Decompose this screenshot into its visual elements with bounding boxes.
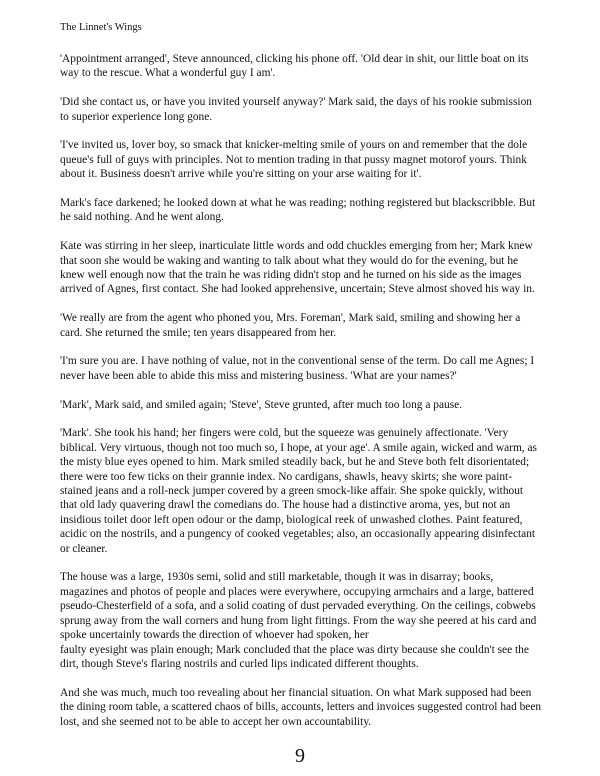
paragraph: 'Did she contact us, or have you invited yourself anyway?' Mark said, the days of his rookie submission to superior experience long gone. bbox=[60, 96, 532, 123]
paragraph: 'Mark', Mark said, and smiled again; 'Steve', Steve grunted, after much too long a pause. bbox=[60, 398, 463, 411]
running-header: The Linnet's Wings bbox=[60, 22, 142, 33]
paragraph: 'I've invited us, lover boy, so smack that knicker-melting smile of yours on and remember that the dole queue's full of guys with principles. Not to mention trading in that pussy magnet motorof yours. Think about it. Business doesn't arrive while you're sitting on your arse waiting for it'. bbox=[60, 139, 528, 181]
paragraph: 'Appointment arranged', Steve announced, clicking his phone off. 'Old dear in shit, our little boat on its way to the rescue. What a wonderful guy I am'. bbox=[60, 53, 529, 80]
paragraph: Mark's face darkened; he looked down at what he was reading; nothing registered but blackscribble. But he said nothing. And he went along. bbox=[60, 197, 536, 224]
paragraph: Kate was stirring in her sleep, inarticulate little words and odd chuckles emerging from her; Mark knew that soon she would be waking and wanting to talk about what they would do for the evening, but he knew well enough now that the train he was riding didn't stop and he turned on his side as the images arrived of Agnes, first contact. She had looked apprehensive, uncertain; Steve almost shoved his way in. bbox=[60, 240, 535, 296]
page-number: 9 bbox=[295, 745, 305, 767]
paragraph: And she was much, much too revealing about her financial situation. On what Mark supposed had been the dining room table, a scattered chaos of bills, accounts, letters and invoices suggested control had been lost, and she seemed not to be able to accept her own accountability. bbox=[60, 686, 542, 728]
paragraph: 'We really are from the agent who phoned you, Mrs. Foreman', Mark said, smiling and showing her a card. She returned the smile; ten years disappeared from her. bbox=[60, 312, 521, 339]
paragraph: 'I'm sure you are. I have nothing of value, not in the conventional sense of the term. Do call me Agnes; I never have been able to abide this miss and mistering business. 'What are your names?' bbox=[60, 355, 535, 382]
paragraph: 'Mark'. She took his hand; her fingers were cold, but the squeeze was genuinely affectionate. 'Very biblical. Very virtuous, though not too much so, I hope, at your age'. A smile again, wicked and warm, as the misty blue eyes opened to him. Mark smiled steadily back, but he and Steve both felt disorientated; there were too few ticks on their grannie index. No cardigans, shawls, heavy skirts; she wore paint-stained jeans and a roll-neck jumper covered by a green smock-like affair. She spoke quickly, without that old lady quavering drawl the comedians do. The house had a distinctive aroma, yes, but not an insidious toilet door left open odour or the damp, biological reek of unwashed clothes. Paint featured, acidic on the nostrils, and a pungency of cooked vegetables; also, an occasionally appearing disinfectant or cleaner. bbox=[60, 427, 537, 555]
body-text bbox=[60, 52, 542, 743]
paragraph: The house was a large, 1930s semi, solid and still marketable, though it was in disarray; books, magazines and photos of people and places were everywhere, occupying armchairs and a large, battered pseudo-Chesterfield of a sofa, and a solid coating of dust pervaded everything. On the ceilings, cobwebs sprung away from the wall corners and hung from light fittings. From the way she peered at his card and spoke uncertainly towards the direction of whoever had spoken, her faulty eyesight was plain enough; Mark concluded that the place was dirty because she couldn't see the dirt, though Steve's flaring nostrils and curled lips indicated different thoughts. bbox=[60, 571, 537, 670]
